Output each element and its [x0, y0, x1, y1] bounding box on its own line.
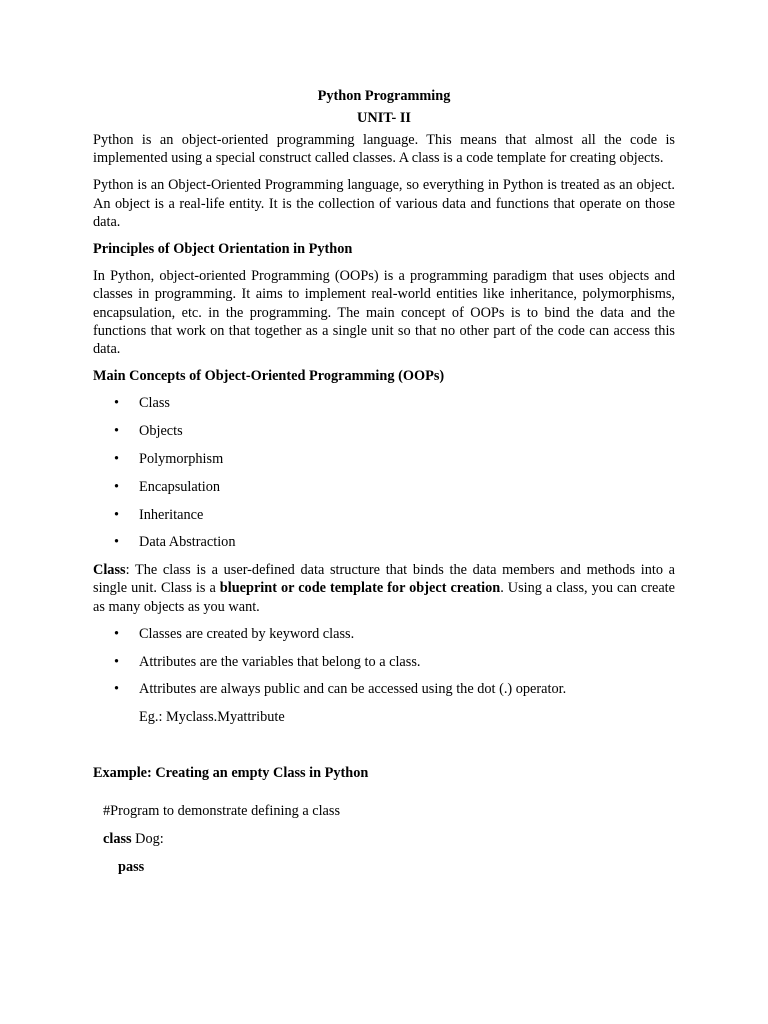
document-body [93, 87, 675, 876]
bullet-icon: • [114, 478, 120, 495]
concepts-list [93, 394, 675, 551]
bullet-icon: • [114, 451, 120, 468]
list-item [93, 653, 675, 671]
list-item [93, 506, 675, 524]
bullet-icon: • [114, 423, 120, 440]
bullet-icon: • [114, 534, 120, 551]
code-comment: #Program to demonstrate defining a class [103, 803, 341, 820]
example-heading: Example: Creating an empty Class in Python [93, 765, 369, 782]
list-item [93, 680, 675, 698]
unit-label: UNIT- II [357, 110, 411, 126]
class-points-list [93, 625, 675, 699]
list-item-text: Data Abstraction [139, 534, 236, 551]
list-item [93, 450, 675, 468]
bullet-icon: • [114, 506, 120, 523]
code-block [93, 802, 675, 876]
list-item-text: Inheritance [139, 506, 204, 523]
intro-paragraph-1: Python is an object-oriented programming language. This means that almost all the code is implemented using a special construct called classes. A class is a code template for creating objects. [93, 132, 675, 167]
concepts-heading: Main Concepts of Object-Oriented Programming (OOPs) [93, 368, 445, 385]
class-definition-paragraph [93, 561, 675, 616]
class-text-bold: blueprint or code template for object creation [219, 580, 501, 597]
list-item-text: Class [139, 395, 170, 412]
list-item [93, 422, 675, 440]
bullet-icon: • [114, 625, 120, 642]
list-item-text: Attributes are always public and can be accessed using the dot (.) operator. [139, 681, 567, 698]
list-item-text: Classes are created by keyword class. [139, 625, 355, 642]
code-pass-line: pass [118, 859, 145, 876]
list-item [93, 625, 675, 643]
document-title: Python Programming [317, 88, 451, 104]
list-item-text: Objects [139, 423, 183, 440]
bullet-icon: • [114, 395, 120, 412]
code-class-name: Dog: [131, 831, 164, 848]
example-inline: Eg.: Myclass.Myattribute [139, 709, 285, 726]
list-item-text: Polymorphism [139, 451, 224, 468]
list-item [93, 394, 675, 412]
list-item-text: Encapsulation [139, 478, 220, 495]
code-keyword-class: class [103, 831, 132, 848]
list-item [93, 478, 675, 496]
intro-paragraph-2: Python is an Object-Oriented Programming language, so everything in Python is treated as an object. An object is a real-life entity. It is the collection of various data and functions that operate on those data. [93, 177, 675, 230]
principles-heading: Principles of Object Orientation in Python [93, 241, 353, 258]
class-text-part1: : The class is a user-defined data structure that binds the data members and methods into a single unit. Class is a [93, 562, 675, 597]
list-item [93, 533, 675, 551]
principles-paragraph: In Python, object-oriented Programming (OOPs) is a programming paradigm that uses objects and classes in programming. It aims to implement real-world entities like inheritance, polymorphisms, encapsulation, etc. in the programming. The main concept of OOPs is to bind the data and the functions that work on that together as a single unit so that no other part of the code can access this data. [93, 268, 675, 358]
bullet-icon: • [114, 653, 120, 670]
list-item-text: Attributes are the variables that belong to a class. [139, 653, 421, 670]
class-text-part2: . Using a class, you can create as many objects as you want. [93, 580, 676, 615]
code-class-line [103, 830, 675, 848]
class-term: Class [93, 562, 126, 579]
bullet-icon: • [114, 681, 120, 698]
